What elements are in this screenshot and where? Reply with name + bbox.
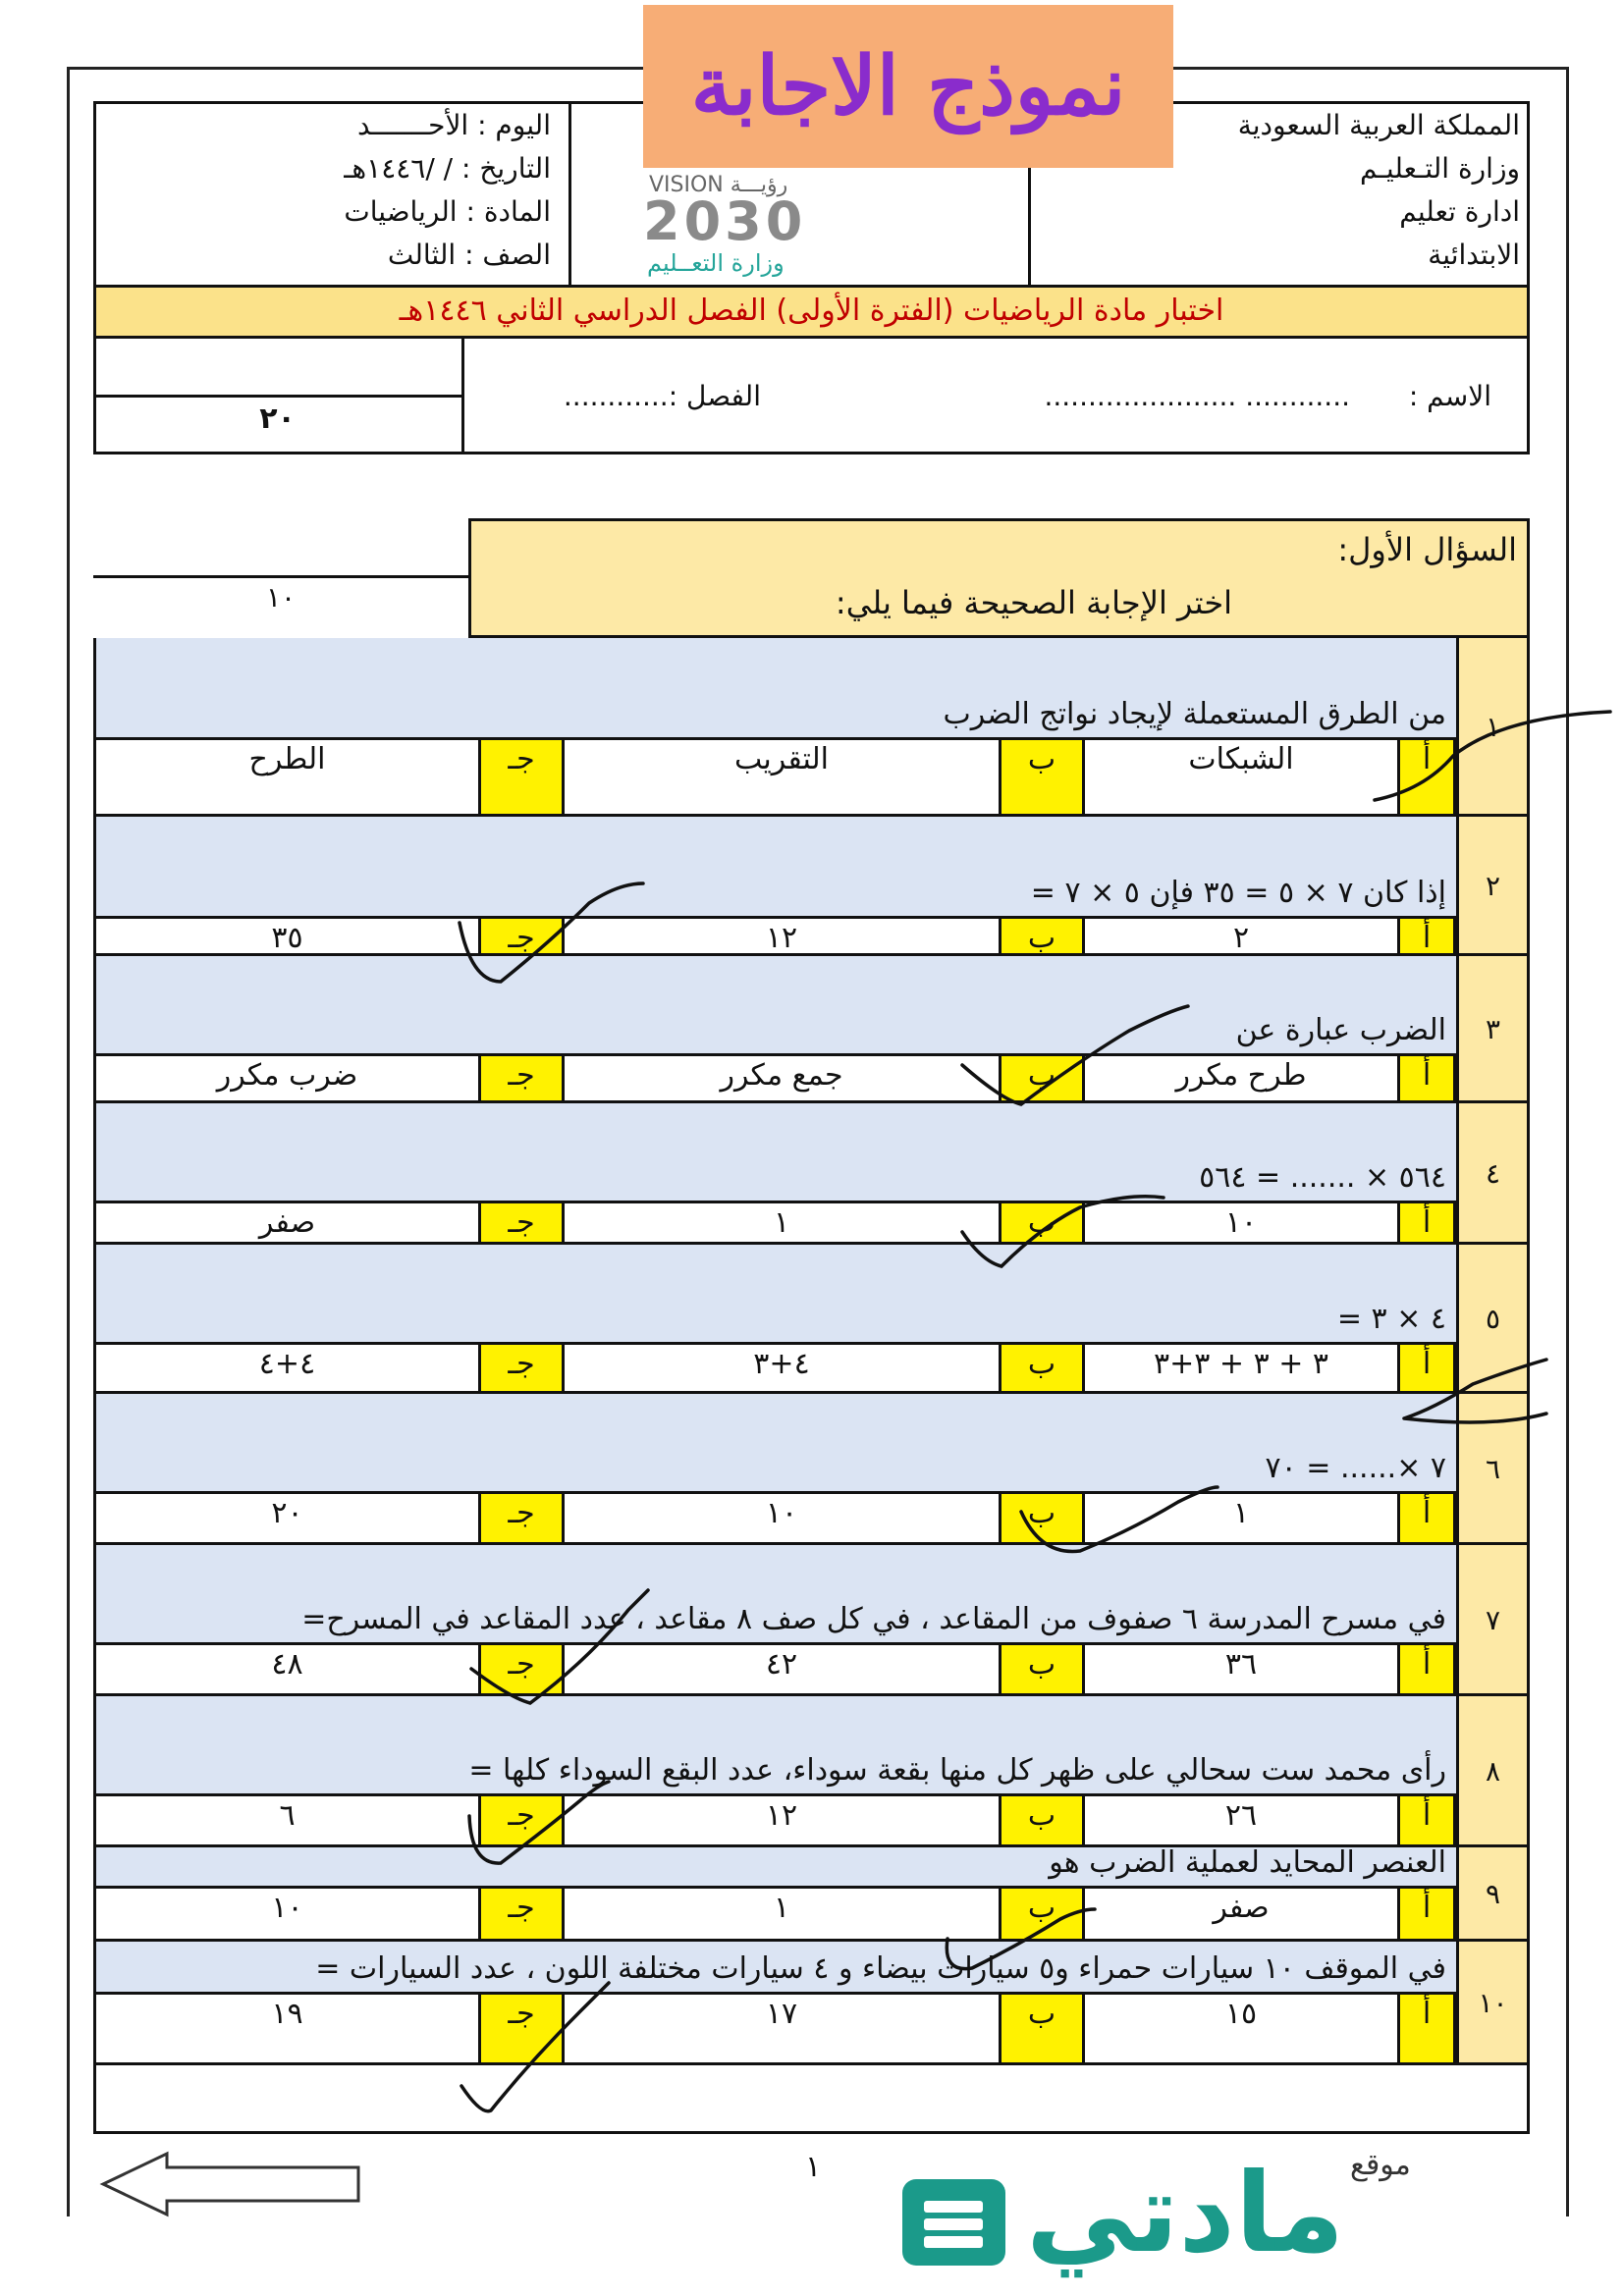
option-b-letter: ب: [999, 1995, 1085, 2062]
site-logo-text: مادتي: [1026, 2150, 1345, 2277]
site-logo: موقع مادتي: [898, 2140, 1448, 2287]
question-number: ١: [1456, 638, 1527, 817]
option-c[interactable]: ١٩: [271, 1997, 303, 2031]
option-c[interactable]: ٤٨: [271, 1647, 303, 1682]
option-a[interactable]: الشبكات: [1188, 742, 1294, 776]
option-b[interactable]: ١: [773, 1205, 790, 1240]
page-number: ١: [805, 2150, 822, 2184]
option-b-letter: ب: [999, 1645, 1085, 1693]
option-c[interactable]: صفر: [258, 1205, 316, 1240]
option-c-letter: جـ: [478, 1345, 565, 1391]
question-text: العنصر المحايد لعملية الضرب هو: [1049, 1845, 1446, 1880]
option-b-letter: ب: [999, 1796, 1085, 1844]
option-b-letter: ب: [999, 1345, 1085, 1391]
option-c-letter: جـ: [478, 919, 565, 953]
header-left-cell: [93, 101, 571, 288]
question-text: من الطرق المستعملة لإيجاد نواتج الضرب: [943, 697, 1446, 731]
options-row: [96, 1995, 1456, 2065]
next-page-arrow-icon[interactable]: [98, 2150, 363, 2218]
answer-key-title: نموذج الاجابة: [690, 39, 1126, 133]
question1-score: ١٠: [265, 581, 297, 614]
option-c-letter: جـ: [478, 1056, 565, 1100]
option-c-letter: جـ: [478, 1494, 565, 1542]
options-row: [96, 1494, 1456, 1545]
option-b[interactable]: ١٠: [765, 1496, 798, 1530]
option-b-letter: ب: [999, 919, 1085, 953]
option-b-letter: ب: [999, 1203, 1085, 1242]
question-text-row: [96, 638, 1456, 740]
option-a-letter: أ: [1397, 740, 1456, 814]
option-c[interactable]: ٢٠: [271, 1496, 303, 1530]
option-a-letter: أ: [1397, 1889, 1456, 1939]
option-a[interactable]: ١٥: [1224, 1997, 1258, 2031]
options-row: [96, 1796, 1456, 1847]
question1-instruction: اختر الإجابة الصحيحة فيما يلي:: [835, 584, 1232, 621]
question-number: ٧: [1456, 1545, 1527, 1696]
option-c-letter: جـ: [478, 1796, 565, 1844]
grade-line: الصف : الثالث: [387, 239, 551, 271]
option-a-letter: أ: [1397, 1796, 1456, 1844]
ministry-line: وزارة التـعليـم: [1360, 152, 1520, 185]
exam-title-bar: [93, 288, 1530, 339]
option-b[interactable]: ١٢: [765, 921, 798, 955]
question-text-row: [96, 1696, 1456, 1796]
options-row: [96, 1645, 1456, 1696]
option-c[interactable]: ٣٥: [271, 921, 303, 955]
option-c-letter: جـ: [478, 1995, 565, 2062]
question-number: ٢: [1456, 817, 1527, 956]
question-text-row: [96, 1394, 1456, 1494]
option-b[interactable]: ١٧: [765, 1997, 798, 2031]
question-text: في مسرح المدرسة ٦ صفوف من المقاعد ، في كل صف ٨ مقاعد ، عدد المقاعد في المسرح=: [301, 1602, 1446, 1636]
option-a[interactable]: ٣٦: [1224, 1647, 1258, 1682]
question-text-row: [96, 1545, 1456, 1645]
option-b[interactable]: جمع مكرر: [720, 1058, 843, 1093]
options-row: [96, 1203, 1456, 1245]
question-text-row: [96, 1942, 1456, 1995]
option-c-letter: جـ: [478, 1645, 565, 1693]
option-b-letter: ب: [999, 1494, 1085, 1542]
question-number: ٤: [1456, 1103, 1527, 1245]
option-c[interactable]: ١٠: [271, 1891, 303, 1925]
option-a-letter: أ: [1397, 1494, 1456, 1542]
books-icon: [902, 2179, 1005, 2266]
question-text: ٤ × ٣ =: [1336, 1302, 1446, 1336]
options-row: [96, 1056, 1456, 1103]
question-number: ١٠: [1456, 1942, 1527, 2065]
option-a-letter: أ: [1397, 1203, 1456, 1242]
question-text: رأى محمد ست سحالي على ظهر كل منها بقعة سوداء، عدد البقع السوداء كلها =: [468, 1753, 1446, 1788]
question-text: الضرب عبارة عن: [1235, 1013, 1446, 1047]
option-a[interactable]: طرح مكرر: [1175, 1058, 1307, 1093]
options-row: [96, 919, 1456, 956]
question-number: ٦: [1456, 1394, 1527, 1545]
option-b-letter: ب: [999, 1056, 1085, 1100]
options-row: [96, 1889, 1456, 1942]
option-c-letter: جـ: [478, 1203, 565, 1242]
options-row: [96, 740, 1456, 817]
question-text: إذا كان ٧ × ٥ = ٣٥ فإن ٥ × ٧ =: [1030, 876, 1446, 910]
option-c[interactable]: الطرح: [248, 742, 326, 776]
option-a[interactable]: ١٠: [1224, 1205, 1258, 1240]
class-field[interactable]: الفصل :............: [563, 380, 761, 412]
total-score-box: [93, 339, 464, 454]
question-text-row: [96, 1847, 1456, 1889]
option-a[interactable]: ٢: [1232, 921, 1250, 955]
option-b[interactable]: ١: [773, 1891, 790, 1925]
option-c-letter: جـ: [478, 740, 565, 814]
question-text: ٧ ×...... = ٧٠: [1265, 1451, 1446, 1485]
questions-table: [93, 638, 1530, 2134]
option-b[interactable]: ٤+٣: [753, 1347, 810, 1381]
question1-title: السؤال الأول:: [1337, 531, 1517, 568]
option-c[interactable]: ٦: [279, 1798, 296, 1833]
option-a[interactable]: ٣ + ٣ + ٣+٣: [1153, 1347, 1329, 1381]
answer-key-banner: [643, 5, 1173, 168]
option-a[interactable]: صفر: [1213, 1891, 1270, 1925]
option-c-letter: جـ: [478, 1889, 565, 1939]
question-text-row: [96, 956, 1456, 1056]
option-a[interactable]: ٢٦: [1224, 1798, 1258, 1833]
question-text-row: [96, 817, 1456, 919]
question-number: ٥: [1456, 1245, 1527, 1394]
school-line: الابتدائية: [1428, 239, 1520, 271]
option-c[interactable]: ضرب مكرر: [216, 1058, 358, 1093]
option-a-letter: أ: [1397, 1056, 1456, 1100]
total-score: ٢٠: [259, 401, 296, 436]
option-b[interactable]: التقريب: [733, 742, 830, 776]
question-text: ٥٦٤ × ....... = ٥٦٤: [1199, 1160, 1446, 1195]
day-line: اليوم : الأحـــــــد: [357, 109, 551, 141]
option-a-letter: أ: [1397, 1645, 1456, 1693]
option-c[interactable]: ٤+٤: [258, 1347, 316, 1381]
option-b-letter: ب: [999, 740, 1085, 814]
option-a-letter: أ: [1397, 1995, 1456, 2062]
question-number: ٩: [1456, 1847, 1527, 1942]
kingdom-line: المملكة العربية السعودية: [1237, 109, 1520, 141]
option-a[interactable]: ١: [1232, 1496, 1250, 1530]
option-a-letter: أ: [1397, 1345, 1456, 1391]
option-b[interactable]: ٤٢: [765, 1647, 798, 1682]
name-label: الاسم :: [1408, 380, 1491, 412]
option-a-letter: أ: [1397, 919, 1456, 953]
option-b[interactable]: ١٢: [765, 1798, 798, 1833]
question-text-row: [96, 1245, 1456, 1345]
question-text-row: [96, 1103, 1456, 1203]
question-text: في الموقف ١٠ سيارات حمراء و٥ سيارات بيضاء و ٤ سيارات مختلفة اللون ، عدد السيارات =: [315, 1951, 1446, 1986]
option-b-letter: ب: [999, 1889, 1085, 1939]
exam-title: اختبار مادة الرياضيات (الفترة الأولى) الفصل الدراسي الثاني ١٤٤٦هـ: [399, 294, 1224, 328]
vision-logo: VISION رؤيـــة 2030 وزارة التعــليم: [643, 173, 807, 277]
department-line: ادارة تعليم: [1399, 195, 1520, 228]
name-field[interactable]: ............ ......................: [1044, 380, 1350, 412]
question-number: ٨: [1456, 1696, 1527, 1847]
date-line: التاريخ : / /١٤٤٦هـ: [344, 152, 551, 185]
question1-score-box: [93, 518, 471, 638]
options-row: [96, 1345, 1456, 1394]
question-number: ٣: [1456, 956, 1527, 1103]
subject-line: المادة : الرياضيات: [344, 195, 551, 228]
